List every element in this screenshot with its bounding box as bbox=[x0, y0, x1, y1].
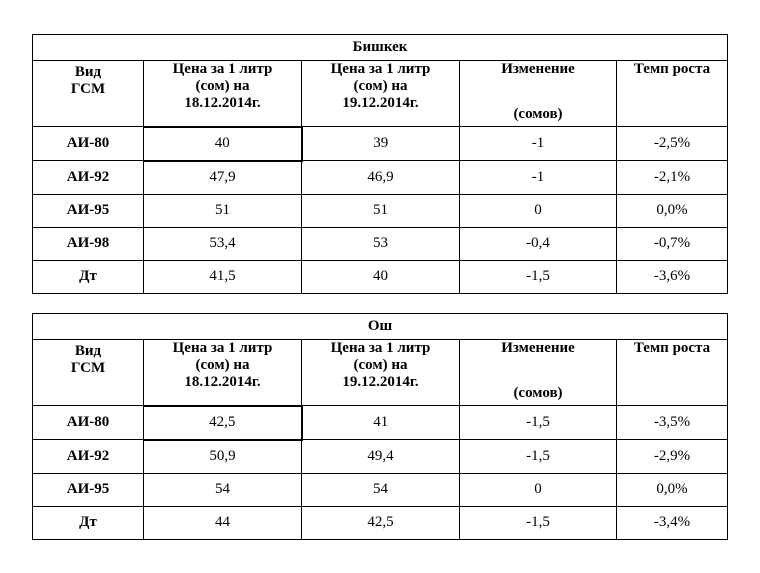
growth-cell: -3,4% bbox=[617, 506, 728, 539]
price-19-cell: 39 bbox=[302, 127, 460, 161]
bishkek-price-table bbox=[32, 34, 728, 294]
price-18-cell: 42,5 bbox=[144, 406, 302, 440]
price-19-cell: 40 bbox=[302, 260, 460, 293]
table-row bbox=[33, 406, 728, 440]
change-cell: 0 bbox=[460, 473, 617, 506]
table-row bbox=[33, 260, 728, 293]
fuel-type-cell: АИ-92 bbox=[33, 440, 144, 474]
price-18-cell: 40 bbox=[144, 127, 302, 161]
fuel-type-cell: АИ-98 bbox=[33, 227, 144, 260]
price-18-cell: 54 bbox=[144, 473, 302, 506]
fuel-type-header: Вид ГСМ bbox=[33, 61, 144, 127]
growth-cell: 0,0% bbox=[617, 473, 728, 506]
change-cell: -1,5 bbox=[460, 506, 617, 539]
change-cell: -1 bbox=[460, 127, 617, 161]
price-19-cell: 41 bbox=[302, 406, 460, 440]
fuel-type-cell: АИ-80 bbox=[33, 406, 144, 440]
table-caption-row bbox=[33, 35, 728, 61]
price-18-header: Цена за 1 литр (сом) на 18.12.2014г. bbox=[144, 340, 302, 406]
header-row bbox=[33, 61, 728, 127]
growth-header: Темп роста bbox=[617, 340, 728, 406]
price-19-cell: 49,4 bbox=[302, 440, 460, 474]
price-19-cell: 42,5 bbox=[302, 506, 460, 539]
growth-header: Темп роста bbox=[617, 61, 728, 127]
fuel-type-cell: АИ-95 bbox=[33, 194, 144, 227]
growth-cell: -3,6% bbox=[617, 260, 728, 293]
price-19-cell: 51 bbox=[302, 194, 460, 227]
growth-cell: -0,7% bbox=[617, 227, 728, 260]
change-cell: 0 bbox=[460, 194, 617, 227]
fuel-type-cell: Дт bbox=[33, 506, 144, 539]
price-18-cell: 50,9 bbox=[144, 440, 302, 474]
table-row bbox=[33, 473, 728, 506]
table-row bbox=[33, 194, 728, 227]
city-title: Бишкек bbox=[33, 35, 728, 61]
price-18-cell: 41,5 bbox=[144, 260, 302, 293]
table-body bbox=[33, 127, 728, 294]
price-19-cell: 53 bbox=[302, 227, 460, 260]
price-19-header: Цена за 1 литр (сом) на 19.12.2014г. bbox=[302, 340, 460, 406]
table-row bbox=[33, 506, 728, 539]
change-header: Изменение (сомов) bbox=[460, 340, 617, 406]
growth-cell: 0,0% bbox=[617, 194, 728, 227]
growth-cell: -2,9% bbox=[617, 440, 728, 474]
change-cell: -0,4 bbox=[460, 227, 617, 260]
table-row bbox=[33, 227, 728, 260]
price-18-cell: 47,9 bbox=[144, 161, 302, 195]
table-caption-row bbox=[33, 314, 728, 340]
fuel-type-cell: АИ-80 bbox=[33, 127, 144, 161]
price-19-cell: 46,9 bbox=[302, 161, 460, 195]
change-cell: -1,5 bbox=[460, 440, 617, 474]
table-row bbox=[33, 440, 728, 474]
price-19-header: Цена за 1 литр (сом) на 19.12.2014г. bbox=[302, 61, 460, 127]
table-body bbox=[33, 406, 728, 540]
price-18-cell: 53,4 bbox=[144, 227, 302, 260]
price-19-cell: 54 bbox=[302, 473, 460, 506]
osh-price-table bbox=[32, 313, 728, 540]
price-18-cell: 51 bbox=[144, 194, 302, 227]
fuel-type-cell: АИ-95 bbox=[33, 473, 144, 506]
table-row bbox=[33, 161, 728, 195]
city-title: Ош bbox=[33, 314, 728, 340]
price-18-header: Цена за 1 литр (сом) на 18.12.2014г. bbox=[144, 61, 302, 127]
price-18-cell: 44 bbox=[144, 506, 302, 539]
growth-cell: -2,5% bbox=[617, 127, 728, 161]
header-row bbox=[33, 340, 728, 406]
fuel-type-cell: АИ-92 bbox=[33, 161, 144, 195]
change-cell: -1,5 bbox=[460, 260, 617, 293]
growth-cell: -2,1% bbox=[617, 161, 728, 195]
change-cell: -1,5 bbox=[460, 406, 617, 440]
growth-cell: -3,5% bbox=[617, 406, 728, 440]
fuel-type-header: Вид ГСМ bbox=[33, 340, 144, 406]
change-header: Изменение (сомов) bbox=[460, 61, 617, 127]
table-row bbox=[33, 127, 728, 161]
change-cell: -1 bbox=[460, 161, 617, 195]
fuel-type-cell: Дт bbox=[33, 260, 144, 293]
